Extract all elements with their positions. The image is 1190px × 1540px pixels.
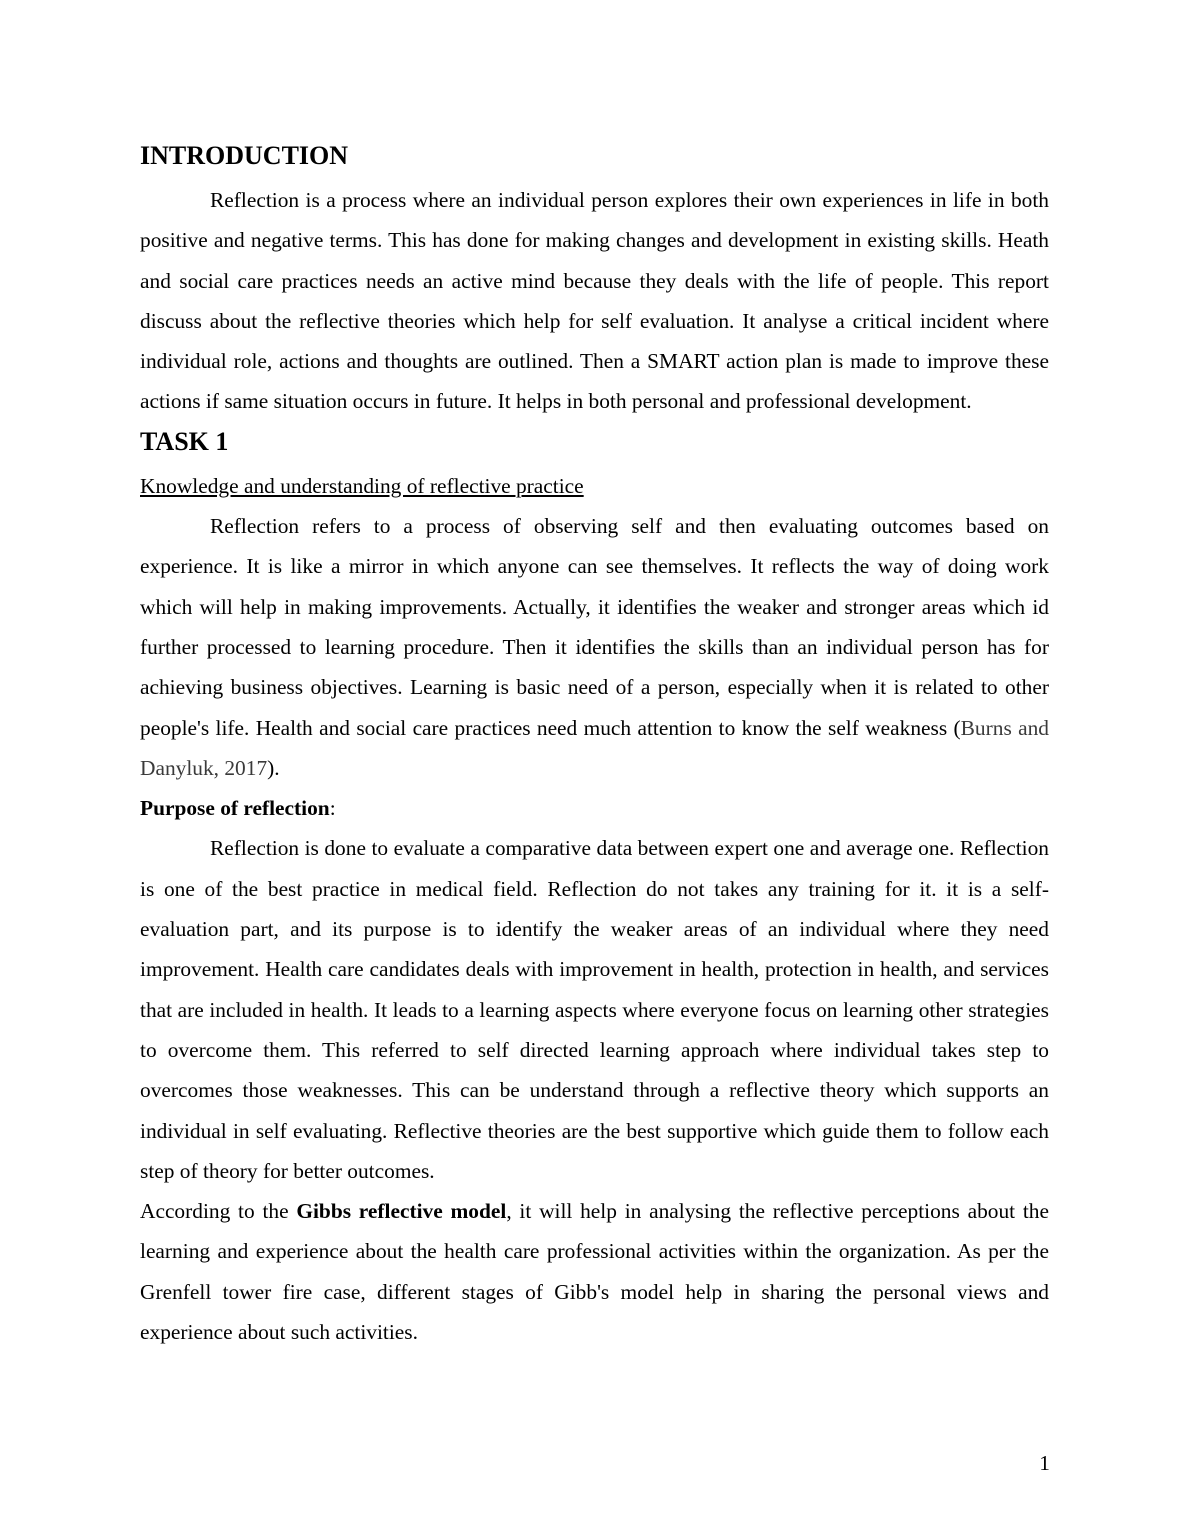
task1-subheading-text: Knowledge and understanding of reflective practice	[140, 473, 584, 498]
reflection-paragraph-end: ).	[267, 755, 280, 780]
task1-heading: TASK 1	[140, 426, 229, 456]
gibbs-paragraph-after: , it will help in analysing the reflective perceptions about the learning and experience about the health care professional activities within the organization. As per the Grenfell tower fire case, different stages of Gibb's model help in sharing the personal views and experience about such activities.	[140, 1199, 1049, 1345]
purpose-paragraph: Reflection is done to evaluate a comparative data between expert one and average one. Reflection is one of the best practice in medical field. Reflection do not takes any training for it. it is a self- evaluation part, and its purpose is to identify the weaker areas of an individual where they need improvement. Health care candidates deals with improvement in health, protection in health, and services that are included in health. It leads to a learning aspects where everyone focus on learning other strategies to overcome them. This referred to self directed learning approach where individual takes step to overcomes those weaknesses. This can be understand through a reflective theory which supports an individual in self evaluating. Reflective theories are the best supportive which guide them to follow each step of theory for better outcomes.	[140, 836, 1049, 1183]
purpose-heading-line	[140, 788, 1049, 828]
introduction-paragraph: Reflection is a process where an individual person explores their own experiences in life in both positive and negative terms. This has done for making changes and development in existing skills. Heath and social care practices needs an active mind because they deals with the life of people. This report discuss about the reflective theories which help for self evaluation. It analyse a critical incident where individual role, actions and thoughts are outlined. Then a SMART action plan is made to improve these actions if same situation occurs in future. It helps in both personal and professional development.	[140, 188, 1049, 414]
gibbs-paragraph	[140, 1191, 1049, 1352]
task1-subheading	[140, 466, 1049, 506]
citation-burns-danyluk: Burns and Danyluk, 2017	[140, 715, 1049, 780]
gibbs-model-term: Gibbs reflective model	[296, 1199, 507, 1224]
page-number: 1	[1039, 1451, 1050, 1475]
purpose-heading: Purpose of reflection	[140, 796, 330, 821]
document-page	[140, 138, 1049, 1352]
reflection-paragraph	[140, 506, 1049, 788]
purpose-heading-colon: :	[329, 796, 336, 821]
gibbs-paragraph-before: According to the	[140, 1199, 297, 1224]
introduction-heading: INTRODUCTION	[140, 141, 349, 170]
reflection-paragraph-text: Reflection refers to a process of observing self and then evaluating outcomes based on experience. It is like a mirror in which anyone can see themselves. It reflects the way of doing work which will help in making improvements. Actually, it identifies the weaker and stronger areas which id further processed to learning procedure. Then it identifies the skills than an individual person has for achieving business objectives. Learning is basic need of a person, especially when it is related to other people's life. Health and social care practices need much attention to know the self weakness (	[140, 514, 1049, 740]
